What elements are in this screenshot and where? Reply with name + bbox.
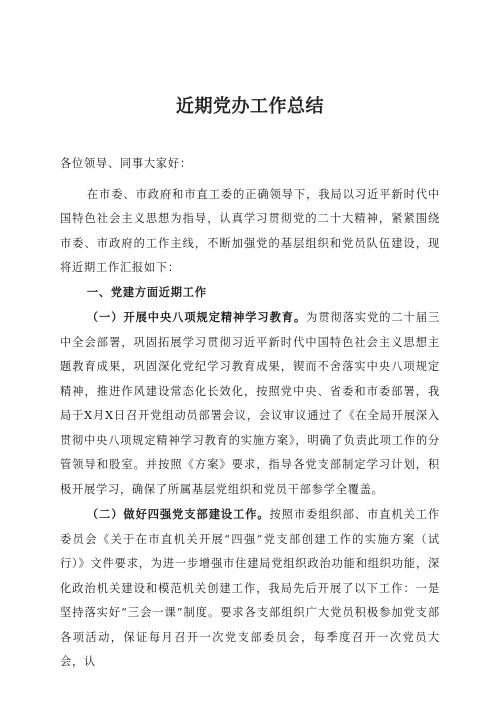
greeting: 各位领导、同事大家好：: [60, 157, 192, 170]
item-1-paragraph: [60, 305, 440, 502]
item-1-title: （一）开展中央八项规定精神学习教育。: [86, 310, 307, 324]
item-2-title: （二）做好四强党支部建设工作。: [86, 507, 270, 521]
section-heading: 一、党建方面近期工作: [86, 285, 207, 299]
item-2-body: 按照市委组织部、市直机关工作委员会《关于在市直机关开展“四强”党支部创建工作的实施方案（试行）》文件要求，为进一步增强市住建局党组织政治功能和组织功能，深化政治机关建设和模范机关创建工作，我局先后开展了以下工作：一是坚持落实好“三会一课”制度。要求各支部组织广大党员积极参加党支部各项活动，保证每月召开一次党支部委员会，每季度召开一次党员大会，认: [60, 508, 440, 668]
item-1-body: 为贯彻落实党的二十届三中全会部署，巩固拓展学习贯彻习近平新时代中国特色社会主义思想主题教育成果，巩固深化党纪学习教育成果，锲而不舍落实中央八项规定精神，推进作风建设常态化长效化，按照党中央、省委和市委部署，我局于X月X日召开党组动员部署会议，会议审议通过了《在全局开展深入贯彻中央八项规定精神学习教育的实施方案》，明确了负责此项工作的分管领导和股室。并按照《方案》要求，指导各党支部制定学习计划，积极开展学习，确保了所属基层党组织和党员干部参学全覆盖。: [60, 311, 440, 496]
document-title: 近期党办工作总结: [176, 96, 324, 117]
item-2-paragraph: [60, 502, 440, 675]
intro-paragraph: 在市委、市政府和市直工委的正确领导下，我局以习近平新时代中国特色社会主义思想为指导，认真学习贯彻党的二十大精神，紧紧围绕市委、市政府的工作主线，不断加强党的基层组织和党员队伍建设，现将近期工作汇报如下：: [60, 187, 440, 274]
